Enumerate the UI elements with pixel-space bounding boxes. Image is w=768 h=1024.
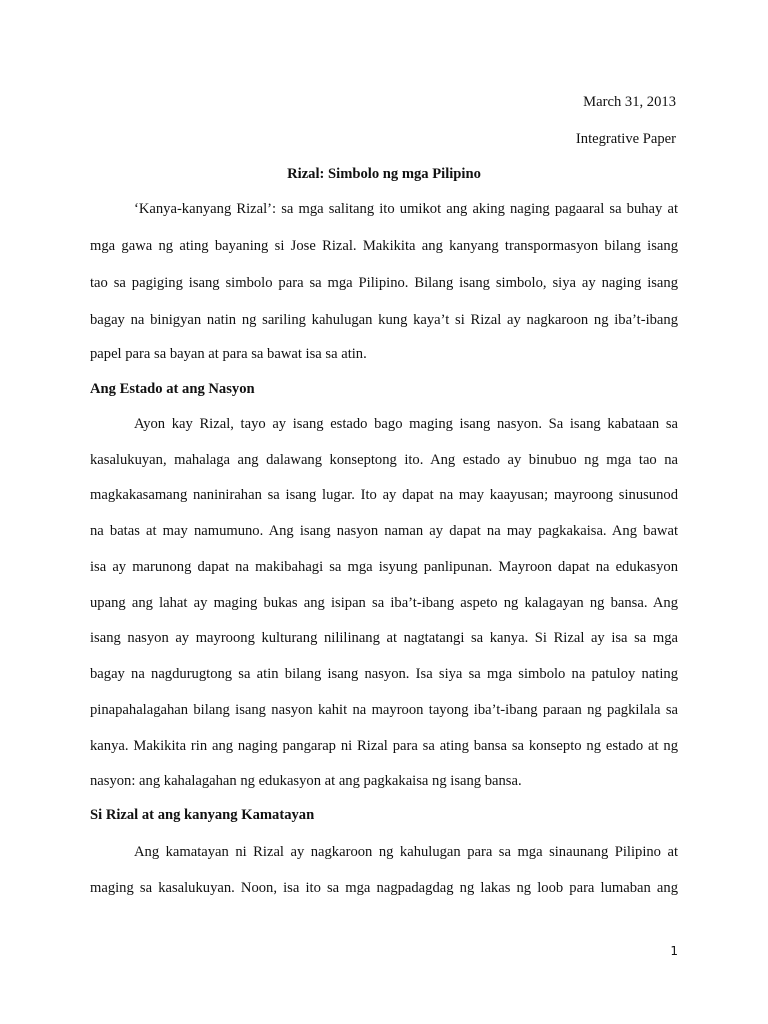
document-title: Rizal: Simbolo ng mga Pilipino — [287, 166, 481, 182]
document-date: March 31, 2013 — [583, 94, 676, 110]
intro-line: ‘Kanya-kanyang Rizal’: sa mga salitang ito umikot ang aking naging pagaaral sa buhay at — [134, 201, 678, 217]
section1-line: magkakasamang naninirahan sa isang lugar. Ito ay dapat na may kaayusan; mayroong sinusunod — [90, 487, 678, 503]
section1-line: bagay na nagdurugtong sa atin bilang isang nasyon. Isa siya sa mga simbolo na patuloy nating — [90, 666, 678, 682]
section1-line: isang nasyon ay mayroong kulturang nililinang at nagtatangi sa kanya. Si Rizal ay isa sa mga — [90, 630, 678, 646]
paper-type: Integrative Paper — [575, 131, 676, 147]
section2-line: maging sa kasalukuyan. Noon, isa ito sa mga nagpadagdag ng lakas ng loob para lumaban ang — [90, 880, 678, 896]
intro-line: bagay na binigyan natin ng sariling kahulugan kung kaya’t si Rizal ay nagkaroon ng iba’t-ibang — [90, 312, 678, 328]
intro-line: mga gawa ng ating bayaning si Jose Rizal. Makikita ang kanyang transpormasyon bilang isang — [90, 238, 678, 254]
section1-line: nasyon: ang kahalagahan ng edukasyon at ang pagkakaisa ng isang bansa. — [90, 773, 522, 789]
intro-line: tao sa pagiging isang simbolo para sa mga Pilipino. Bilang isang simbolo, siya ay naging isang — [90, 275, 678, 291]
section1-line: upang ang lahat ay maging bukas ang isipan sa iba’t-ibang aspeto ng kalagayan ng bansa. Ang — [90, 595, 678, 611]
section-heading-estado-nasyon: Ang Estado at ang Nasyon — [90, 381, 255, 397]
page-number: 1 — [670, 944, 678, 958]
section1-line: Ayon kay Rizal, tayo ay isang estado bago maging isang nasyon. Sa isang kabataan sa — [134, 416, 678, 432]
intro-line: papel para sa bayan at para sa bawat isa sa atin. — [90, 346, 367, 362]
section-heading-kamatayan: Si Rizal at ang kanyang Kamatayan — [90, 807, 315, 823]
section1-line: na batas at may namumuno. Ang isang nasyon naman ay dapat na may pagkakaisa. Ang bawat — [90, 523, 678, 539]
section1-line: isa ay marunong dapat na makibahagi sa mga isyung panlipunan. Mayroon dapat na edukasyon — [90, 559, 678, 575]
section1-line: kasalukuyan, mahalaga ang dalawang konseptong ito. Ang estado ay binubuo ng mga tao na — [90, 452, 678, 468]
section1-line: pinapahalagahan bilang isang nasyon kahit na mayroon tayong iba’t-ibang paraan ng pagkilala sa — [90, 702, 678, 718]
section2-line: Ang kamatayan ni Rizal ay nagkaroon ng kahulugan para sa mga sinaunang Pilipino at — [134, 844, 678, 860]
section1-line: kanya. Makikita rin ang naging pangarap ni Rizal para sa ating bansa sa konsepto ng estado at ng — [90, 738, 678, 754]
